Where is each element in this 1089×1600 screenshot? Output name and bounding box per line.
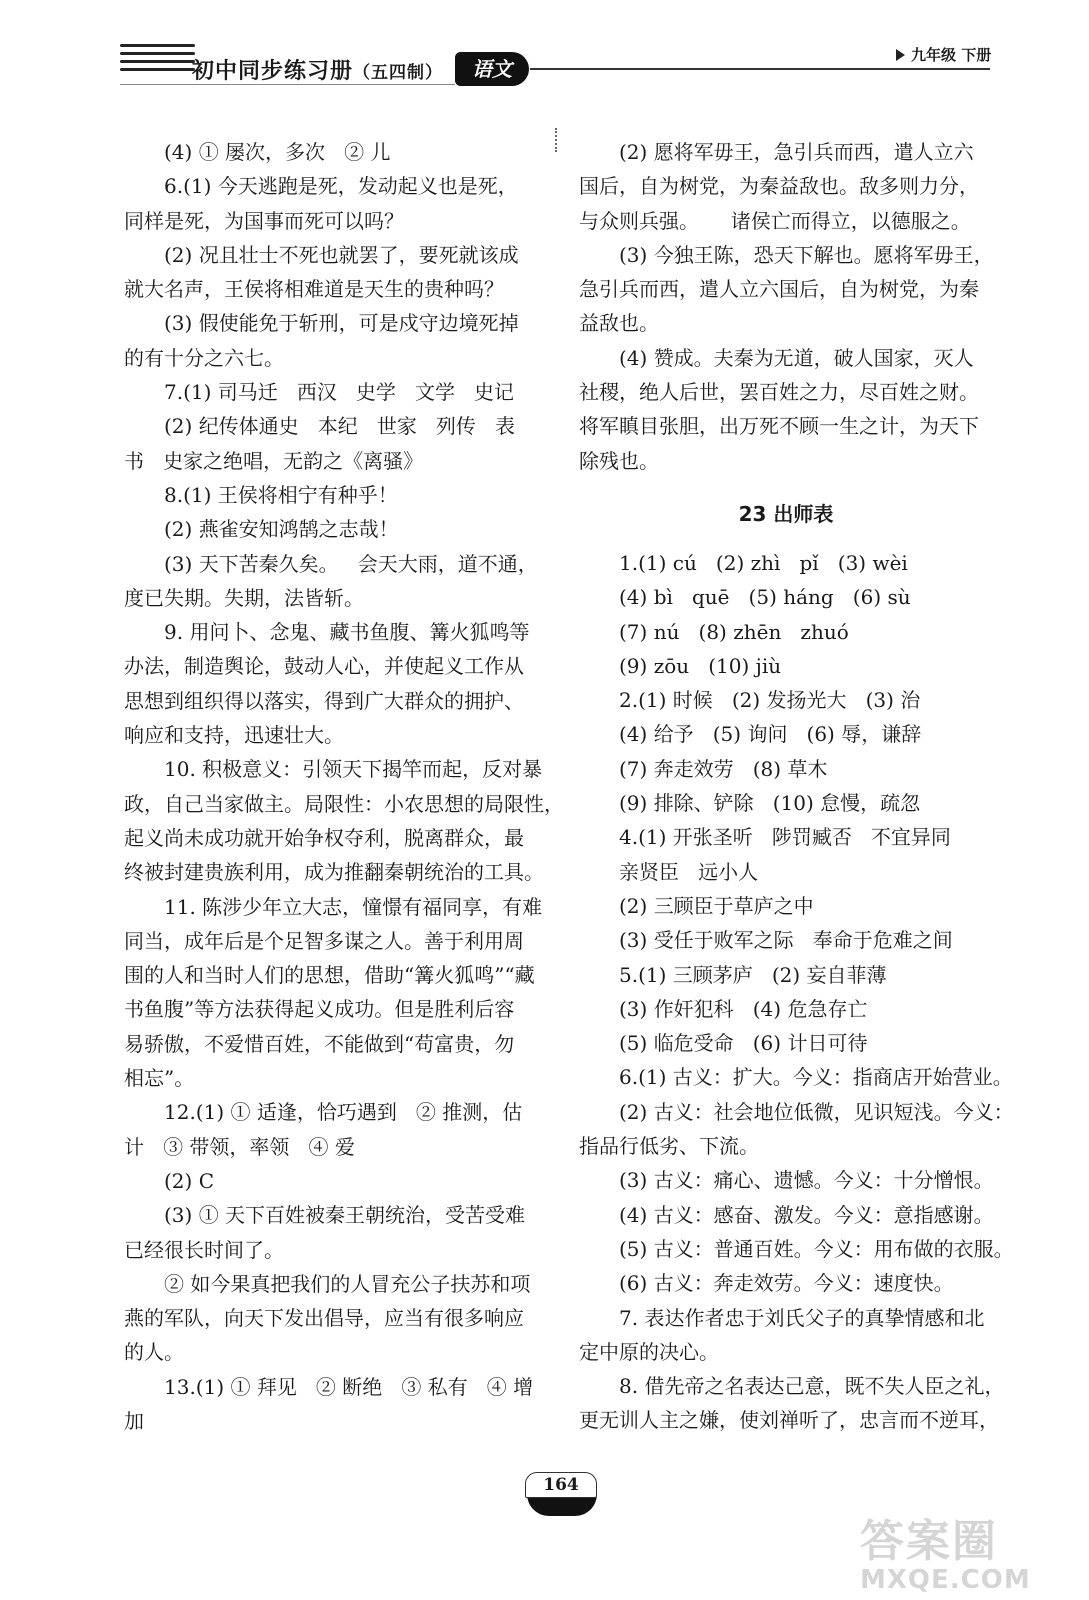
text-line: 除残也。 — [579, 448, 659, 473]
text-line: 定中原的决心。 — [579, 1339, 719, 1364]
text-line: 1.(1) cú (2) zhì pǐ (3) wèi — [619, 550, 908, 575]
right-column — [579, 135, 1014, 1438]
subject-badge: 语文 — [455, 52, 529, 86]
text-line: 易骄傲，不爱惜百姓，不能做到“苟富贵，勿 — [124, 1031, 515, 1056]
text-line: 计 ③ 带领，率领 ④ 爱 — [124, 1134, 355, 1159]
text-line: (9) zōu (10) jiù — [619, 653, 782, 678]
text-line: 同当，成年后是个足智多谋之人。善于利用周 — [124, 928, 524, 953]
text-line: (5) 古义：普通百姓。今义：用布做的衣服。 — [619, 1236, 1014, 1261]
book-system: （五四制） — [353, 63, 444, 83]
page-footer — [505, 1462, 615, 1522]
right-column-top — [579, 135, 993, 478]
header-rule — [530, 68, 990, 70]
right-column-bottom — [579, 546, 1014, 1438]
text-line: (4) 赞成。夫秦为无道，破人国家，灭人 — [619, 345, 974, 370]
text-line: 的有十分之六七。 — [124, 345, 284, 370]
text-line: (7) 奔走效劳 (8) 草木 — [619, 756, 828, 781]
text-line: (3) 假使能免于斩刑，可是戍守边境死掉 — [164, 311, 519, 336]
text-line: ② 如今果真把我们的人冒充公子扶苏和项 — [164, 1271, 531, 1296]
text-line: 同样是死，为国事而死可以吗？ — [124, 208, 404, 233]
text-line: 书 史家之绝唱，无韵之《离骚》 — [124, 448, 424, 473]
text-line: 的人。 — [124, 1340, 184, 1365]
text-line: (5) 临危受命 (6) 计日可待 — [619, 1031, 868, 1056]
triangle-icon — [896, 49, 905, 61]
book-title — [192, 54, 443, 85]
text-line: 亲贤臣 远小人 — [619, 859, 759, 884]
text-line: 10. 积极意义：引领天下揭竿而起，反对暴 — [164, 757, 543, 782]
text-line: 政，自己当家做主。局限性：小农思想的局限性， — [124, 791, 564, 816]
text-line: 办法，制造舆论，鼓动人心，并使起义工作从 — [124, 654, 524, 679]
header-decoration-lines — [120, 44, 195, 76]
text-line: (3) 今独王陈，恐天下解也。愿将军毋王， — [619, 242, 994, 267]
text-line: (7) nú (8) zhēn zhuó — [619, 619, 849, 644]
column-divider — [555, 128, 557, 152]
text-line: (3) ① 天下百姓被秦王朝统治，受苦受难 — [164, 1203, 526, 1228]
text-line: 益敌也。 — [579, 311, 659, 336]
text-line: 4.(1) 开张圣听 陟罚臧否 不宜异同 — [619, 825, 951, 850]
grade-text: 九年级 下册 — [911, 46, 992, 64]
section-title: 23 出师表 — [738, 501, 834, 526]
text-line: (4) bì quē (5) háng (6) sù — [619, 585, 911, 610]
watermark-url: MXQE.COM — [860, 1565, 1031, 1595]
text-line: (2) 愿将军毋王，急引兵而西，遣人立六 — [619, 140, 974, 164]
text-line: 8. 借先帝之名表达己意，既不失人臣之礼， — [619, 1374, 1005, 1399]
text-line: (4) 给予 (5) 询问 (6) 辱，谦辞 — [619, 722, 922, 747]
text-line: (3) 古义：痛心、遗憾。今义：十分憎恨。 — [619, 1168, 994, 1193]
text-line: (2) 况且壮士不死也就罢了，要死就该成 — [164, 242, 519, 267]
left-column — [124, 135, 564, 1438]
text-line: 国后，自为树党，为秦益敌也。敌多则力分， — [579, 174, 979, 199]
text-line: (9) 排除、铲除 (10) 怠慢，疏忽 — [619, 791, 921, 816]
text-line: (2) C — [164, 1168, 214, 1193]
text-line: 社稷，绝人后世，罢百姓之力，尽百姓之财。 — [579, 380, 979, 405]
text-line: 燕的军队，向天下发出倡导，应当有很多响应 — [124, 1306, 524, 1331]
text-line: 已经很长时间了。 — [124, 1237, 284, 1262]
text-line: 6.(1) 古义：扩大。今义：指商店开始营业。 — [619, 1065, 1013, 1090]
watermark — [860, 1505, 1085, 1600]
text-line: (2) 三顾臣于草庐之中 — [619, 893, 814, 918]
page-number: 164 — [525, 1472, 597, 1498]
text-line: 指品行低劣、下流。 — [579, 1134, 759, 1159]
text-line: 终被封建贵族利用，成为推翻秦朝统治的工具。 — [124, 860, 544, 885]
text-line: 围的人和当时人们的思想，借助“篝火狐鸣”“藏 — [124, 963, 535, 988]
text-line: (6) 古义：奔走效劳。今义：速度快。 — [619, 1271, 954, 1296]
grade-label — [896, 44, 991, 65]
text-line: 起义尚未成功就开始争权夺利，脱离群众，最 — [124, 825, 524, 850]
text-line: 11. 陈涉少年立大志，憧憬有福同享，有难 — [164, 894, 543, 919]
text-line: 6.(1) 今天逃跑是死，发动起义也是死， — [164, 174, 518, 199]
text-line: 与众则兵强。 诸侯亡而得立，以德服之。 — [579, 208, 971, 233]
text-line: 度已失期。失期，法皆斩。 — [124, 585, 364, 610]
text-line: 13.(1) ① 拜见 ② 断绝 ③ 私有 ④ 增 — [164, 1374, 534, 1399]
text-line: 加 — [124, 1408, 144, 1433]
page-header — [0, 0, 1089, 120]
watermark-logo: 答案圈 — [860, 1516, 998, 1567]
text-line: (4) ① 屡次，多次 ② 儿 — [164, 140, 391, 164]
text-line: (3) 受任于败军之际 奉命于危难之间 — [619, 928, 953, 953]
text-line: 9. 用问卜、念鬼、藏书鱼腹、篝火狐鸣等 — [164, 620, 530, 645]
text-line: 思想到组织得以落实，得到广大群众的拥护、 — [124, 688, 524, 713]
text-line: 12.(1) ① 适逢，恰巧遇到 ② 推测，估 — [164, 1100, 523, 1125]
text-line: 响应和支持，迅速壮大。 — [124, 723, 344, 748]
text-line: 将军瞋目张胆，出万死不顾一生之计，为天下 — [579, 414, 979, 439]
text-line: 8.(1) 王侯将相宁有种乎！ — [164, 482, 398, 507]
text-line: 2.(1) 时候 (2) 发扬光大 (3) 治 — [619, 688, 921, 713]
text-line: 就大名声，王侯将相难道是天生的贵种吗？ — [124, 277, 504, 302]
text-line: 5.(1) 三顾茅庐 (2) 妄自菲薄 — [619, 962, 887, 987]
text-line: 更无训人主之嫌，使刘禅听了，忠言而不逆耳， — [579, 1408, 999, 1433]
text-line: (4) 古义：感奋、激发。今义：意指感谢。 — [619, 1202, 994, 1227]
text-line: 急引兵而西，遣人立六国后，自为树党，为秦 — [579, 277, 979, 302]
text-line: (2) 古义：社会地位低微，见识短浅。今义： — [619, 1099, 1014, 1124]
text-line: 7.(1) 司马迁 西汉 史学 文学 史记 — [164, 380, 515, 405]
text-line: 相忘”。 — [124, 1066, 195, 1091]
text-line: (3) 作奸犯科 (4) 危急存亡 — [619, 996, 868, 1021]
text-line: (3) 天下苦秦久矣。 会天大雨，道不通， — [164, 551, 538, 576]
text-line: (2) 燕雀安知鸿鹄之志哉！ — [164, 517, 399, 542]
text-line: (2) 纪传体通史 本纪 世家 列传 表 — [164, 414, 515, 439]
text-line: 书鱼腹”等方法获得起义成功。但是胜利后容 — [124, 997, 515, 1022]
header-rule-secondary — [120, 84, 455, 85]
text-line: 7. 表达作者忠于刘氏父子的真挚情感和北 — [619, 1305, 985, 1330]
book-title-text: 初中同步练习册 — [192, 58, 354, 84]
